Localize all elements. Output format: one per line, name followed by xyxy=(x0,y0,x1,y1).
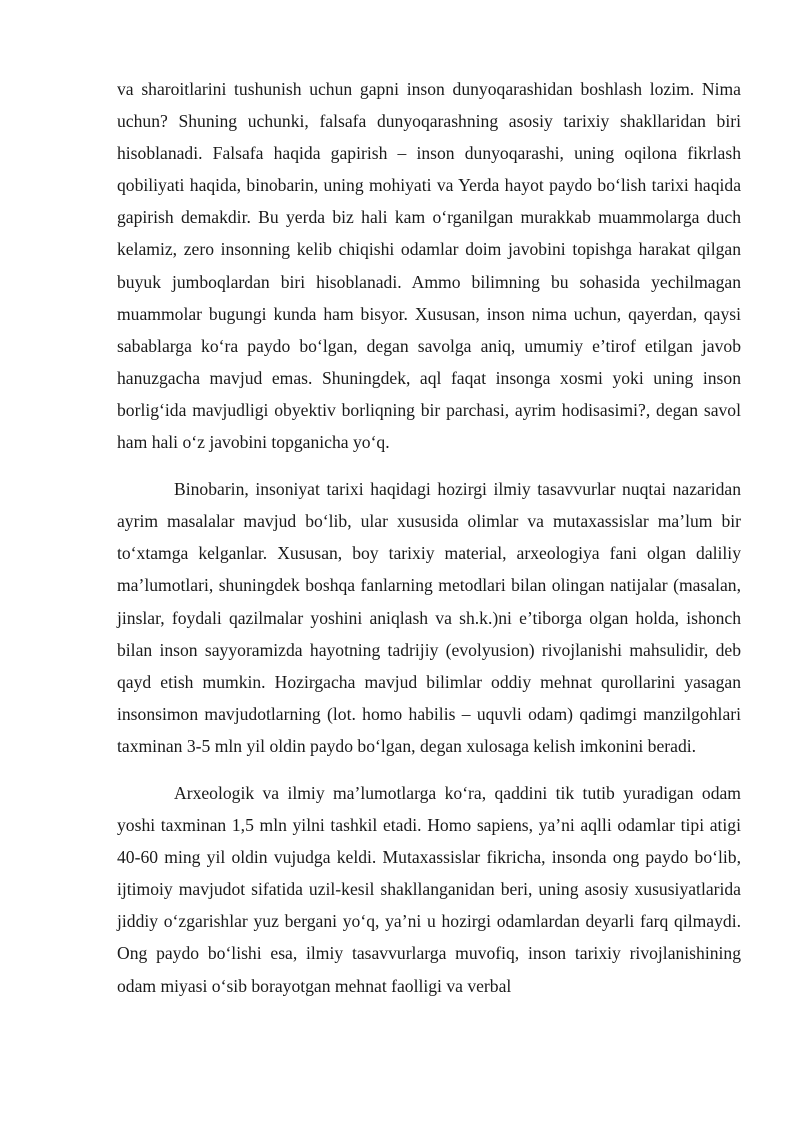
paragraph-1: va sharoitlarini tushunish uchun gapni inson dunyoqarashidan boshlash lozim. Nima uchun? Shuning uchunki, falsafa dunyoqarashning asosiy tarixiy shakllaridan biri hisoblanadi. Falsafa haqida gapirish – inson dunyoqarashi, uning oqilona fikrlash qobiliyati haqida, binobarin, uning mohiyati va Yerda hayot paydo bo‘lish tarixi haqida gapirish demakdir. Bu yerda biz hali kam o‘rganilgan murakkab muammolarga duch kelamiz, zero insonning kelib chiqishi odamlar doim javobini topishga harakat qilgan buyuk jumboqlardan biri hisoblanadi. Ammo bilimning bu sohasida yechilmagan muammolar bugungi kunda ham bisyor. Xususan, inson nima uchun, qayerdan, qaysi sabablarga ko‘ra paydo bo‘lgan, degan savolga aniq, umumiy e’tirof etilgan javob hanuzgacha mavjud emas. Shuningdek, aql faqat insonga xosmi yoki uning inson borlig‘ida mavjudligi obyektiv borliqning bir parchasi, ayrim hodisasimi?, degan savol ham hali o‘z javobini topganicha yo‘q. xyxy=(117,79,741,453)
paragraph-2: Binobarin, insoniyat tarixi haqidagi hozirgi ilmiy tasavvurlar nuqtai nazaridan ayrim masalalar mavjud bo‘lib, ular xususida olimlar va mutaxassislar ma’lum bir to‘xtamga kelganlar. Xususan, boy tarixiy material, arxeologiya fani olgan daliliy ma’lumotlari, shuningdek boshqa fanlarning metodlari bilan olingan natijalar (masalan, jinslar, foydali qazilmalar yoshini aniqlash va sh.k.)ni e’tiborga olgan holda, ishonch bilan inson sayyoramizda hayotning tadrijiy (evolyusion) rivojlanishi mahsulidir, deb qayd etish mumkin. Hozirgacha mavjud bilimlar oddiy mehnat qurollarini yasagan insonsimon mavjudotlarning (lot. homo habilis – uquvli odam) qadimgi manzilgohlari taxminan 3-5 mln yil oldin paydo bo‘lgan, degan xulosaga kelish imkonini beradi. xyxy=(117,479,741,756)
document-page xyxy=(117,73,741,1017)
paragraph-3: Arxeologik va ilmiy ma’lumotlarga ko‘ra, qaddini tik tutib yuradigan odam yoshi taxminan 1,5 mln yilni tashkil etadi. Homo sapiens, ya’ni aqlli odamlar tipi atigi 40-60 ming yil oldin vujudga keldi. Mutaxassislar fikricha, insonda ong paydo bo‘lib, ijtimoiy mavjudot sifatida uzil-kesil shakllanganidan beri, uning asosiy xususiyatlarida jiddiy o‘zgarishlar yuz bergani yo‘q, ya’ni u hozirgi odamlardan deyarli farq qilmaydi. Ong paydo bo‘lishi esa, ilmiy tasavvurlarga muvofiq, inson tarixiy rivojlanishining odam miyasi o‘sib borayotgan mehnat faolligi va verbal xyxy=(117,782,741,996)
